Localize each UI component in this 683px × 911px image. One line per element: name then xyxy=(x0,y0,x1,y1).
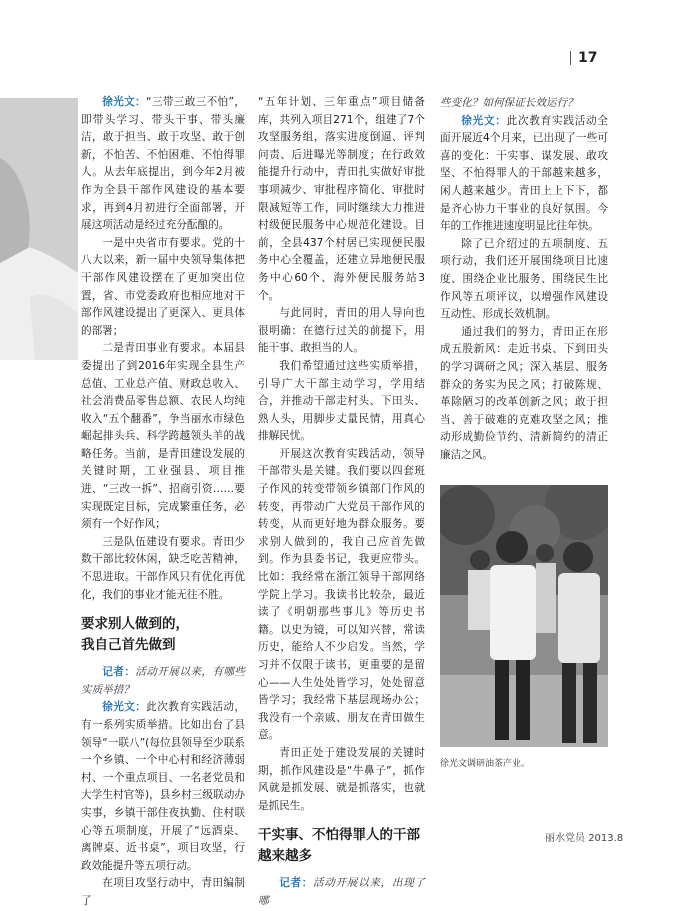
paragraph: 青田正处于建设发展的关键时期，抓作风建设是“牛鼻子”，抓作风就是抓发展、就是抓落实，也就是抓民生。 xyxy=(258,746,425,812)
issue-date: 2013.8 xyxy=(588,833,624,844)
question-text: 些变化？如何保证长效运行？ xyxy=(440,97,578,109)
paragraph: 二是青田事业有要求。本届县委提出了到2016年实现全县生产总值、工业总产值、财政总收入、社会消费品零售总额、农民人均纯收入“五个翻番”，争当丽水市绿色崛起排头兵、科学跨越领头羊的战略任务。当前，是青田建设发展的关键时期，工业强县、项目推进、“三改一拆”、招商引资……要实现既定目标，完成繁重任务，必须有一个好作风； xyxy=(81,342,245,531)
paragraph: 除了已介绍过的五项制度、五项行动，我们还开展围绕项目比速度、围绕企业比服务、围绕民生比作风等五项评议，以增强作风建设互动性、形成长效机制。 xyxy=(440,237,608,321)
reporter-label: 记者： xyxy=(279,877,313,890)
reporter-label: 记者： xyxy=(102,666,136,679)
speaker-label: 徐光文： xyxy=(102,96,147,108)
speaker-label: 徐光文： xyxy=(102,701,147,714)
question-text: 活动开展以来，出现了哪 xyxy=(258,877,426,907)
magazine-name: 丽水党员 xyxy=(545,833,585,844)
page-footer xyxy=(545,829,623,844)
article-column-2 xyxy=(258,94,425,911)
paragraph: 通过我们的努力，青田正在形成五股新风：走近书桌、下到田头的学习调研之风；深入基层、服务群众的务实为民之风；打破陈规、革除陋习的改革创新之风；敢于担当、善于破难的克难攻坚之风；推动形成勤俭节约、清新简约的清正廉洁之风。 xyxy=(440,325,608,461)
photo-caption: 徐光文调研油茶产业。 xyxy=(440,759,531,769)
section-heading: 干实事、不怕得罪人的干部 越来越多 xyxy=(258,827,420,865)
paragraph: 我们希望通过这些实质举措，引导广大干部主动学习，学用结合，并推动干部走村头、下田头、熟人头，用脚步丈量民情，用真心排解民忧。 xyxy=(258,359,425,443)
article-column-1 xyxy=(81,94,245,911)
answer-text: 此次教育实践活动全面开展近4个月来，已出现了一些可喜的变化：干实事、谋发展、敢攻坚、不怕得罪人的干部越来越多，闲人越来越少。青田上上下下，都是齐心协力干事业的良好氛围。今年的工作推进速度明显比往年快。 xyxy=(440,114,608,233)
question-text: 活动开展以来，有哪些实质举措？ xyxy=(81,666,246,696)
paragraph: 开展这次教育实践活动，领导干部带头是关键。我们要以四套班子作风的转变带领乡镇部门作风的转变，再带动广大党员干部作风的转变，从而更好地为群众服务。要求别人做到的，我自己应首先做到。作为县委书记，我更应带头。比如：我经常在浙江领导干部网络学院上学习。我读书比较杂，最近读了《明朝那些事儿》等历史书籍。以史为镜，可以知兴替，常读历史，能给人不少启发。当然，学习并不仅限于读书，更重要的是留心——人生处处皆学习，处处留意皆学习；我经常下基层现场办公；我没有一个亲戚、朋友在青田做生意。 xyxy=(258,447,425,742)
article-photo xyxy=(440,485,608,747)
left-edge-photo xyxy=(0,98,78,360)
article-column-3 xyxy=(440,95,608,464)
paragraph: “五年计划、三年重点”项目储备库，共列入项目271个，组建了7个攻坚服务组，落实进度倒逼、评判问责、后进曝光等制度；在行政效能提升行动中，青田扎实做好审批事项减少、审批程序简化、审批时限减短等工作，同时继续大力推进村级便民服务中心规范化建设。目前，全县437个村居已实现便民服务中心全覆盖，还建立异地便民服务中心60个、海外便民服务站3个。 xyxy=(258,96,425,302)
paragraph: 在项目攻坚行动中，青田编制了 xyxy=(81,877,245,907)
paragraph: 三是队伍建设有要求。青田少数干部比较休闲，缺乏吃苦精神，不思进取。干部作风只有优化再优化，我们的事业才能无往不胜。 xyxy=(81,535,245,601)
answer-text: “三带三敢三不怕”，即带头学习、带头干事、带头廉洁，敢于担当、敢于攻坚、敢于创新，不怕苦、不怕困难、不怕得罪人。从去年底提出，到今年2月被作为全县干部作风建设的基本要求，再到4月初进行全面部署，开展这项活动是经过充分酝酿的。 xyxy=(81,96,245,232)
speaker-label: 徐光文： xyxy=(461,114,507,127)
answer-text: 此次教育实践活动，有一系列实质举措。比如出台了县领导“一联八”(每位县领导至少联系一个乡镇、一个中心村和经济薄弱村、一个重点项目、一名老党员和大学生村官等)，县乡村三级联动办实事，乡镇干部住夜执勤、住村联心等五项制度，开展了“远酒桌、离牌桌、近书桌”，项目攻坚，行政效能提升等五项行动。 xyxy=(81,701,246,872)
page-number: 17 xyxy=(578,50,598,66)
paragraph: 一是中央省市有要求。党的十八大以来，新一届中央领导集体把干部作风建设摆在了更加突出位置，省、市党委政府也相应地对干部作风建设提出了更深入、更具体的部署； xyxy=(81,236,245,337)
paragraph: 与此同时，青田的用人导向也很明确：在德行过关的前提下，用能干事、敢担当的人。 xyxy=(258,307,425,355)
section-heading: 要求别人做到的， 我自己首先做到 xyxy=(81,616,189,654)
